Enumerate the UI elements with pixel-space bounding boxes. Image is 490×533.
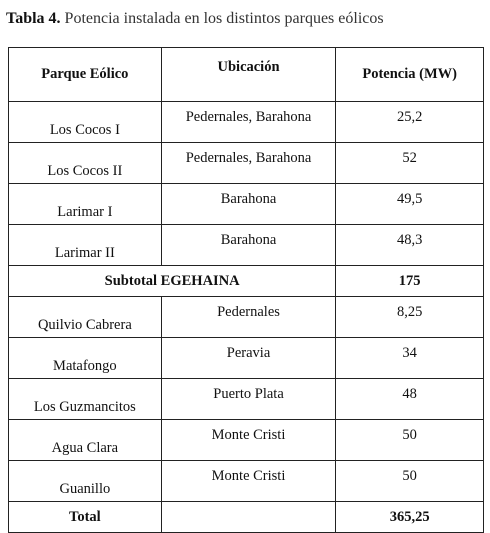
header-ubicacion: Ubicación bbox=[161, 48, 336, 102]
cell-ubicacion: Monte Cristi bbox=[161, 461, 336, 502]
cell-parque: Guanillo bbox=[9, 461, 162, 502]
cell-ubicacion: Barahona bbox=[161, 225, 336, 266]
table-row bbox=[9, 225, 484, 266]
total-empty-cell bbox=[161, 502, 336, 533]
cell-potencia: 34 bbox=[336, 338, 484, 379]
cell-parque: Quilvio Cabrera bbox=[9, 297, 162, 338]
cell-ubicacion: Pedernales bbox=[161, 297, 336, 338]
cell-ubicacion: Monte Cristi bbox=[161, 420, 336, 461]
cell-potencia: 49,5 bbox=[336, 184, 484, 225]
header-parque: Parque Eólico bbox=[9, 48, 162, 102]
caption-label: Tabla 4. bbox=[6, 10, 61, 27]
table-row bbox=[9, 143, 484, 184]
total-label: Total bbox=[9, 502, 162, 533]
header-potencia: Potencia (MW) bbox=[336, 48, 484, 102]
wind-farms-table bbox=[8, 47, 484, 533]
cell-potencia: 50 bbox=[336, 461, 484, 502]
cell-ubicacion: Puerto Plata bbox=[161, 379, 336, 420]
cell-potencia: 50 bbox=[336, 420, 484, 461]
subtotal-label: Subtotal EGEHAINA bbox=[9, 266, 336, 297]
cell-parque: Larimar I bbox=[9, 184, 162, 225]
table-row bbox=[9, 420, 484, 461]
table-row bbox=[9, 297, 484, 338]
table-row bbox=[9, 461, 484, 502]
cell-parque: Larimar II bbox=[9, 225, 162, 266]
cell-potencia: 25,2 bbox=[336, 102, 484, 143]
cell-ubicacion: Pedernales, Barahona bbox=[161, 143, 336, 184]
table-row bbox=[9, 379, 484, 420]
cell-parque: Los Guzmancitos bbox=[9, 379, 162, 420]
cell-potencia: 52 bbox=[336, 143, 484, 184]
cell-parque: Matafongo bbox=[9, 338, 162, 379]
caption-text: Potencia instalada en los distintos parques eólicos bbox=[64, 10, 384, 27]
total-row bbox=[9, 502, 484, 533]
table-caption bbox=[6, 9, 384, 29]
cell-parque: Los Cocos II bbox=[9, 143, 162, 184]
cell-ubicacion: Pedernales, Barahona bbox=[161, 102, 336, 143]
table-row bbox=[9, 102, 484, 143]
table-header-row bbox=[9, 48, 484, 102]
cell-parque: Los Cocos I bbox=[9, 102, 162, 143]
total-value: 365,25 bbox=[336, 502, 484, 533]
cell-potencia: 48,3 bbox=[336, 225, 484, 266]
cell-potencia: 8,25 bbox=[336, 297, 484, 338]
cell-potencia: 48 bbox=[336, 379, 484, 420]
subtotal-value: 175 bbox=[336, 266, 484, 297]
cell-parque: Agua Clara bbox=[9, 420, 162, 461]
subtotal-row bbox=[9, 266, 484, 297]
table-row bbox=[9, 184, 484, 225]
cell-ubicacion: Peravia bbox=[161, 338, 336, 379]
table-row bbox=[9, 338, 484, 379]
cell-ubicacion: Barahona bbox=[161, 184, 336, 225]
